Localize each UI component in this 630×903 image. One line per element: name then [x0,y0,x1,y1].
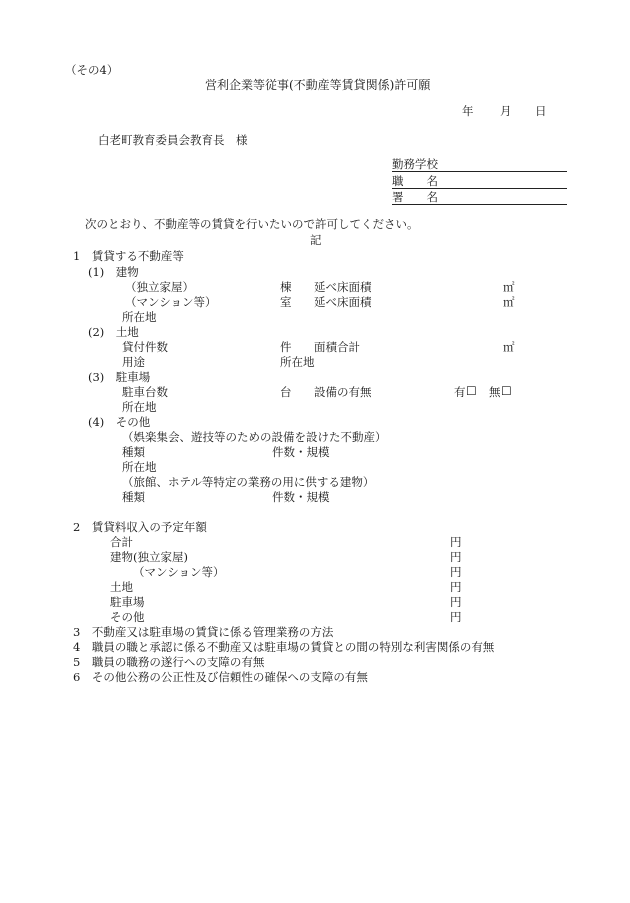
section-2-heading: 2 賃貸料収入の予定年額 [73,520,207,534]
section-5-heading: 5 職員の職務の遂行への支障の有無 [73,655,265,669]
date-year: 年 [462,104,474,118]
signature-field[interactable] [392,189,567,205]
income-total-label: 合計 [110,535,133,549]
other-type-1-label: 種類 [122,445,145,459]
building-location-label: 所在地 [122,310,157,324]
income-other-yen: 円 [450,610,462,624]
mansion-sqm-unit: ㎡ [503,295,515,309]
parking-heading: (3) 駐車場 [88,370,151,384]
other-note-entertainment: （娯楽集会、遊技等のための設備を設けた不動産） [122,430,387,444]
income-parking-yen: 円 [450,595,462,609]
building-mansion-label: （マンション等） [125,295,217,309]
income-parking-label: 駐車場 [110,595,145,609]
land-total-area-label: 面積合計 [314,340,360,354]
income-other-label: その他 [110,610,145,624]
form-title: 営利企業等従事(不動産等賃貸関係)許可願 [205,78,431,92]
parking-spaces-unit: 台 [280,385,292,399]
date-month: 月 [500,104,512,118]
intro-text: 次のとおり、不動産等の賃貸を行いたいので許可してください。 [85,217,419,231]
income-building-label: 建物(独立家屋) [110,550,188,564]
section-1-heading: 1 賃貸する不動産等 [73,249,184,263]
section-4-heading: 4 職員の職と承認に係る不動産又は駐車場の賃貸との間の特別な利害関係の有無 [73,640,495,654]
income-land-label: 土地 [110,580,133,594]
land-heading: (2) 土地 [88,325,139,339]
other-note-hotel: （旅館、ホテル等特定の業務の用に供する建物） [122,475,375,489]
land-location-label: 所在地 [280,355,315,369]
income-mansion-yen: 円 [450,565,462,579]
building-mansion-unit: 室 [280,295,292,309]
land-use-label: 用途 [122,355,145,369]
position-label: 職 名 [392,174,438,188]
other-scale-1-label: 件数・規模 [272,445,330,459]
other-heading: (4) その他 [88,415,151,429]
building-detached-unit: 棟 [280,280,292,294]
land-count-label: 貸付件数 [122,340,168,354]
addressee: 白老町教育委員会教育長 様 [98,133,248,147]
parking-no-checkbox[interactable]: ☐ [501,384,512,398]
building-heading: (1) 建物 [88,265,139,279]
parking-spaces-label: 駐車台数 [122,385,168,399]
detached-sqm-unit: ㎡ [503,280,515,294]
other-type-2-label: 種類 [122,490,145,504]
parking-no-label: 無 [489,385,501,399]
income-mansion-label: （マンション等） [133,565,225,579]
income-building-yen: 円 [450,550,462,564]
school-field[interactable] [392,156,567,172]
detached-floor-area-label: 延べ床面積 [314,280,372,294]
land-count-unit: 件 [280,340,292,354]
income-land-yen: 円 [450,580,462,594]
parking-equipment-label: 設備の有無 [314,385,372,399]
income-total-yen: 円 [450,535,462,549]
date-day: 日 [535,104,547,118]
signature-label: 署 名 [392,190,438,204]
section-3-heading: 3 不動産又は駐車場の賃貸に係る管理業務の方法 [73,625,334,639]
section-6-heading: 6 その他公務の公正性及び信頼性の確保への支障の有無 [73,670,368,684]
land-sqm-unit: ㎡ [503,340,515,354]
other-location-label: 所在地 [122,460,157,474]
position-field[interactable] [392,173,567,189]
mansion-floor-area-label: 延べ床面積 [314,295,372,309]
parking-yes-label: 有 [454,385,466,399]
ki-mark: 記 [310,233,322,247]
parking-yes-checkbox[interactable]: ☐ [466,384,477,398]
school-label: 勤務学校 [392,157,438,171]
form-number: （その4） [65,63,119,77]
other-scale-2-label: 件数・規模 [272,490,330,504]
parking-location-label: 所在地 [122,400,157,414]
building-detached-label: （独立家屋） [125,280,194,294]
